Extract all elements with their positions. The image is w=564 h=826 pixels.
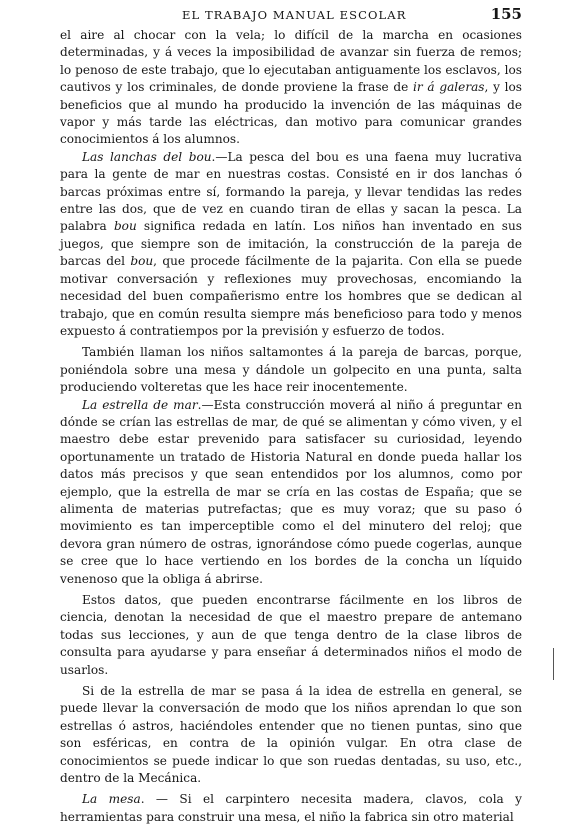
running-title: EL TRABAJO MANUAL ESCOLAR xyxy=(182,8,407,22)
paragraph-la-mesa xyxy=(60,791,522,826)
margin-mark xyxy=(553,648,554,680)
text-run: Si de la estrella de mar se pasa á la idea de estrella en general, se puede llevar la conversación de modo que los niños aprendan lo que son estrellas ó astros, haciéndoles entender que no tienen puntas, sino que son esféricas, en contra de la opinión vulgar. En otra clase de conocimientos se puede indicar lo que son ruedas dentadas, su uso, etc., dentro de la Mecánica. xyxy=(60,684,522,786)
text-run: También llaman los niños saltamontes á la pareja de barcas, porque, poniéndola sobre una mesa y dándole un golpecito en una punta, salta produciendo volteretas que les hace reir inocentemente. xyxy=(60,345,522,395)
text-run: el aire al chocar con la vela; lo difícil de la marcha en ocasiones determinadas, y á veces la imposibilidad de avanzar sin fuerza de remos; lo penoso de este trabajo, que lo ejecutaban antiguamente los esclavos, los cautivos y los criminales, de donde proviene la frase de xyxy=(60,28,522,95)
text-run: .—La pesca del bou es una faena muy lucrativa para la gente de mar en nuestras costas. Consisté en ir dos lanchas ó barcas próximas entre sí, formando la pareja, y llevar tendidas las redes entre las dos, que de vez en cuando tiran de ellas y sacan la pesca. La palabra xyxy=(60,149,523,234)
body-text xyxy=(60,27,522,826)
page-header xyxy=(60,6,522,26)
italic-word: bou xyxy=(130,254,154,269)
text-run: significa redada en latín. Los niños han inventado en sus juegos, que siempre son de imitación, la construcción de la pareja de barcas del xyxy=(60,219,523,269)
text-run: , y los beneficios que al mundo ha producido la invención de las máquinas de vapor y más tarde las eléctricas, dan motivo para comunicar grandes conocimientos á los alumnos. xyxy=(60,80,522,147)
paragraph-lanchas-del-bou xyxy=(60,149,522,340)
text-run: .—Esta construcción moverá al niño á preguntar en dónde se crían las estrellas de mar, de qué se alimentan y cómo viven, y el maestro debe estar prevenido para satisfacer su curiosidad, leyendo oportunamente un tratado de Historia Natural en donde pueda hallar los datos más precisos y que sean entendidos por los alumnos, como por ejemplo, que la estrella de mar se cría en las costas de España; que se alimenta de materias putrefactas; que es muy voraz; que su paso ó movimiento es tan imperceptible como el del minutero del reloj; que devora gran número de ostras, ignorándose cómo puede cogerlas, aunque se cree que lo hace vertiendo en los bordes de la concha un líquido venenoso que la obliga á abrirse. xyxy=(60,397,522,586)
section-heading-estrella: La estrella de mar xyxy=(82,397,198,412)
section-heading-mesa: La mesa xyxy=(82,792,141,807)
text-run: . — Si el carpintero necesita madera, clavos, cola y herramientas para construir una mesa, el niño la fabrica sin otro material xyxy=(60,792,522,824)
paragraph-saltamontes xyxy=(60,344,522,396)
section-heading-lanchas: Las lanchas del bou xyxy=(82,149,212,164)
paragraph-continuation xyxy=(60,27,522,149)
paragraph-estos-datos xyxy=(60,592,522,679)
italic-word: bou xyxy=(113,219,137,234)
paragraph-estrella-general xyxy=(60,683,522,787)
paragraph-estrella-de-mar xyxy=(60,397,522,588)
italic-phrase: ir á galeras xyxy=(413,80,485,95)
page-number: 155 xyxy=(490,5,522,23)
text-run: , que procede fácilmente de la pajarita. Con ella se puede motivar conversación y reflexiones muy provechosas, encomiando la necesidad del buen compañerismo entre los hombres que se dedican al trabajo, que en común resulta siempre más beneficioso para todo y menos expuesto á contratiempos por la previsión y esfuerzo de todos. xyxy=(60,254,522,338)
text-run: Estos datos, que pueden encontrarse fácilmente en los libros de ciencia, denotan la necesidad de que el maestro prepare de antemano todas sus lecciones, y aun de que tenga dentro de la clase libros de consulta para ayudarse y para enseñar á determinados niños el modo de usarlos. xyxy=(60,593,522,677)
